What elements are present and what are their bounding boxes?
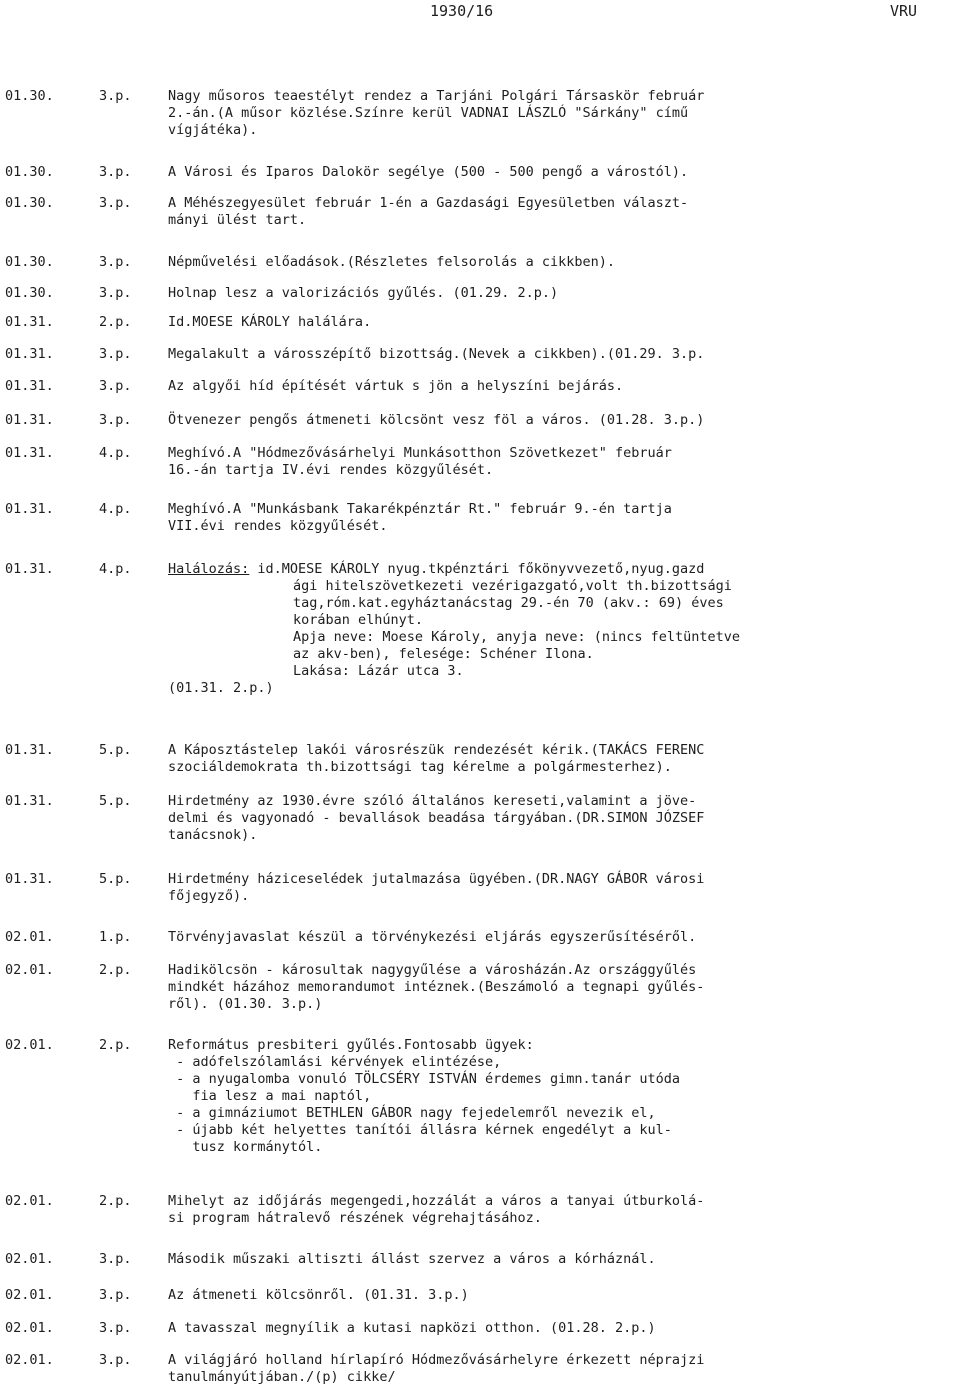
- entry-line: Hadikölcsön - károsultak nagygyűlése a városházán.Az országgyűlés: [168, 962, 697, 978]
- entry-text: [168, 346, 958, 363]
- page-header: [0, 3, 960, 25]
- entry-line: ági hitelszövetkezeti vezérigazgató,volt th.bizottsági: [293, 578, 732, 594]
- entry-line: Holnap lesz a valorizációs gyűlés. (01.29. 2.p.): [168, 285, 559, 301]
- entry-page: 4.p.: [99, 445, 132, 461]
- entry-date: 01.30.: [5, 254, 54, 270]
- entry-date: 02.01.: [5, 1037, 54, 1053]
- entry-date: 01.31.: [5, 561, 54, 577]
- entry-page: 3.p.: [99, 412, 132, 428]
- entry-line: Református presbiteri gyűlés.Fontosabb ügyek:: [168, 1037, 534, 1053]
- entry-page: 2.p.: [99, 1037, 132, 1053]
- entry-page: 4.p.: [99, 501, 132, 517]
- entry-line: Meghívó.A "Hódmezővásárhelyi Munkásotthon Szövetkezet" február: [168, 445, 672, 461]
- entry-date: 01.31.: [5, 346, 54, 362]
- entry-text: [168, 561, 958, 697]
- entry-line: Id.MOESE KÁROLY halálára.: [168, 314, 372, 330]
- entry-text: [168, 501, 958, 535]
- entry-line: si program hátralevő részének végrehajtásához.: [168, 1210, 542, 1226]
- entry-date: 01.31.: [5, 314, 54, 330]
- entry-page: 4.p.: [99, 561, 132, 577]
- entry-line: A világjáró holland hírlapíró Hódmezővásárhelyre érkezett néprajzi: [168, 1352, 705, 1368]
- entry-line: Nagy műsoros teaestélyt rendez a Tarjáni Polgári Társaskör február: [168, 88, 705, 104]
- entry-line: - adófelszólamlási kérvények elintézése,: [168, 1054, 502, 1070]
- entry-line: Ötvenezer pengős átmeneti kölcsönt vesz föl a város. (01.28. 3.p.): [168, 412, 705, 428]
- entry-page: 3.p.: [99, 285, 132, 301]
- entry-page: 3.p.: [99, 378, 132, 394]
- entry-line: Megalakult a városszépítő bizottság.(Nevek a cikkben).(01.29. 3.p.: [168, 346, 705, 362]
- entry-page: 3.p.: [99, 1287, 132, 1303]
- entry-line: A Városi és Iparos Dalokör segélye (500 - 500 pengő a várostól).: [168, 164, 689, 180]
- entry-line: - a nyugalomba vonuló TÖLCSÉRY ISTVÁN érdemes gimn.tanár utóda: [168, 1071, 681, 1087]
- entry-page: 3.p.: [99, 88, 132, 104]
- entry-line: Halálozás: id.MOESE KÁROLY nyug.tkpénztári főkönyvvezető,nyug.gazd: [168, 561, 705, 577]
- entry-text: [168, 285, 958, 302]
- entry-date: 02.01.: [5, 1251, 54, 1267]
- entry-line: Törvényjavaslat készül a törvénykezési eljárás egyszerűsítéséről.: [168, 929, 697, 945]
- entry-text: [168, 88, 958, 139]
- entry-line: tusz kormánytól.: [168, 1139, 323, 1155]
- entry-date: 01.31.: [5, 871, 54, 887]
- entry-date: 01.31.: [5, 742, 54, 758]
- entry-line: VII.évi rendes közgyűlését.: [168, 518, 388, 534]
- entry-date: 01.31.: [5, 501, 54, 517]
- entry-line: Lakása: Lázár utca 3.: [293, 663, 464, 679]
- entry-date: 02.01.: [5, 1193, 54, 1209]
- entry-date: 02.01.: [5, 929, 54, 945]
- entry-text: [168, 929, 958, 946]
- entry-text: [168, 793, 958, 844]
- entry-line: 2.-án.(A műsor közlése.Színre kerül VADNAI LÁSZLÓ "Sárkány" című: [168, 105, 689, 121]
- entry-date: 01.30.: [5, 285, 54, 301]
- page-title: 1930/16: [430, 2, 494, 20]
- entry-text: [168, 1251, 958, 1268]
- entry-text: [168, 1037, 958, 1156]
- entry-date: 02.01.: [5, 1320, 54, 1336]
- entry-text: [168, 1320, 958, 1337]
- entry-text: [168, 1352, 958, 1386]
- entry-line: Apja neve: Moese Károly, anyja neve: (nincs feltüntetve: [293, 629, 741, 645]
- entry-date: 01.30.: [5, 88, 54, 104]
- entry-line: - újabb két helyettes tanítói állásra kérnek engedélyt a kul-: [168, 1122, 672, 1138]
- entry-line: Hirdetmény háziceselédek jutalmazása ügyében.(DR.NAGY GÁBOR városi: [168, 871, 705, 887]
- section-label: Halálozás:: [168, 561, 250, 577]
- entry-page: 5.p.: [99, 871, 132, 887]
- entry-text: [168, 1193, 958, 1227]
- entry-text: [168, 378, 958, 395]
- entry-line: mányi ülést tart.: [168, 212, 307, 228]
- entry-line: 16.-án tartja IV.évi rendes közgyűlését.: [168, 462, 494, 478]
- entry-page: 1.p.: [99, 929, 132, 945]
- entry-page: 2.p.: [99, 1193, 132, 1209]
- entry-text: [168, 195, 958, 229]
- entry-date: 02.01.: [5, 962, 54, 978]
- entry-line: A tavasszal megnyílik a kutasi napközi otthon. (01.28. 2.p.): [168, 1320, 656, 1336]
- entry-page: 3.p.: [99, 1251, 132, 1267]
- entry-line: Második műszaki altiszti állást szervez a város a kórháznál.: [168, 1251, 656, 1267]
- entry-page: 3.p.: [99, 346, 132, 362]
- entry-line: Mihelyt az időjárás megengedi,hozzálát a város a tanyai útburkolá-: [168, 1193, 705, 1209]
- entry-text: [168, 164, 958, 181]
- entry-line: Meghívó.A "Munkásbank Takarékpénztár Rt." február 9.-én tartja: [168, 501, 672, 517]
- entry-line: tag,róm.kat.egyháztanácstag 29.-én 70 (akv.: 69) éves: [293, 595, 724, 611]
- entry-line: az akv-ben), felesége: Schéner Ilona.: [293, 646, 594, 662]
- entry-text: [168, 412, 958, 429]
- entry-line: delmi és vagyonadó - bevallások beadása tárgyában.(DR.SIMON JÓZSEF: [168, 810, 705, 826]
- entry-text: [168, 314, 958, 331]
- entry-line: (01.31. 2.p.): [168, 680, 274, 696]
- entry-date: 01.30.: [5, 164, 54, 180]
- entry-line: - a gimnáziumot BETHLEN GÁBOR nagy fejedelemről nevezik el,: [168, 1105, 656, 1121]
- entry-page: 2.p.: [99, 314, 132, 330]
- entry-line: Hirdetmény az 1930.évre szóló általános kereseti,valamint a jöve-: [168, 793, 697, 809]
- entry-date: 01.31.: [5, 412, 54, 428]
- entry-date: 01.31.: [5, 378, 54, 394]
- entry-page: 3.p.: [99, 195, 132, 211]
- entry-date: 01.30.: [5, 195, 54, 211]
- entry-line: Az átmeneti kölcsönről. (01.31. 3.p.): [168, 1287, 469, 1303]
- entry-text: [168, 445, 958, 479]
- archive-code: VRU: [890, 2, 918, 20]
- entry-line: A Káposztástelep lakói városrészük rendezését kérik.(TAKÁCS FERENC: [168, 742, 705, 758]
- entry-text: [168, 254, 958, 271]
- entry-date: 02.01.: [5, 1352, 54, 1368]
- entry-text: [168, 962, 958, 1013]
- entry-page: 2.p.: [99, 962, 132, 978]
- entry-line: korában elhúnyt.: [293, 612, 424, 628]
- entry-line: tanácsnok).: [168, 827, 258, 843]
- entry-line: főjegyző).: [168, 888, 250, 904]
- entry-page: 5.p.: [99, 793, 132, 809]
- entry-line: ről). (01.30. 3.p.): [168, 996, 323, 1012]
- entry-line: A Méhészegyesület február 1-én a Gazdasági Egyesületben választ-: [168, 195, 689, 211]
- entry-line: vígjátéka).: [168, 122, 258, 138]
- entry-line: tanulmányútjában./(p) cikke/: [168, 1369, 396, 1385]
- entry-date: 01.31.: [5, 445, 54, 461]
- entry-page: 3.p.: [99, 164, 132, 180]
- entry-line: Az algyői híd építését vártuk s jön a helyszíni bejárás.: [168, 378, 624, 394]
- entry-date: 01.31.: [5, 793, 54, 809]
- entry-page: 5.p.: [99, 742, 132, 758]
- entry-page: 3.p.: [99, 1352, 132, 1368]
- entry-text: [168, 1287, 958, 1304]
- entry-line: Népművelési előadások.(Részletes felsorolás a cikkben).: [168, 254, 616, 270]
- entry-line: mindkét házához memorandumot intéznek.(Beszámoló a tegnapi gyűlés-: [168, 979, 705, 995]
- entry-text: [168, 742, 958, 776]
- entry-line: szociáldemokrata th.bizottsági tag kérelme a polgármesterhez).: [168, 759, 672, 775]
- entry-date: 02.01.: [5, 1287, 54, 1303]
- entry-page: 3.p.: [99, 1320, 132, 1336]
- entry-text: [168, 871, 958, 905]
- entry-page: 3.p.: [99, 254, 132, 270]
- entry-line: fia lesz a mai naptól,: [168, 1088, 372, 1104]
